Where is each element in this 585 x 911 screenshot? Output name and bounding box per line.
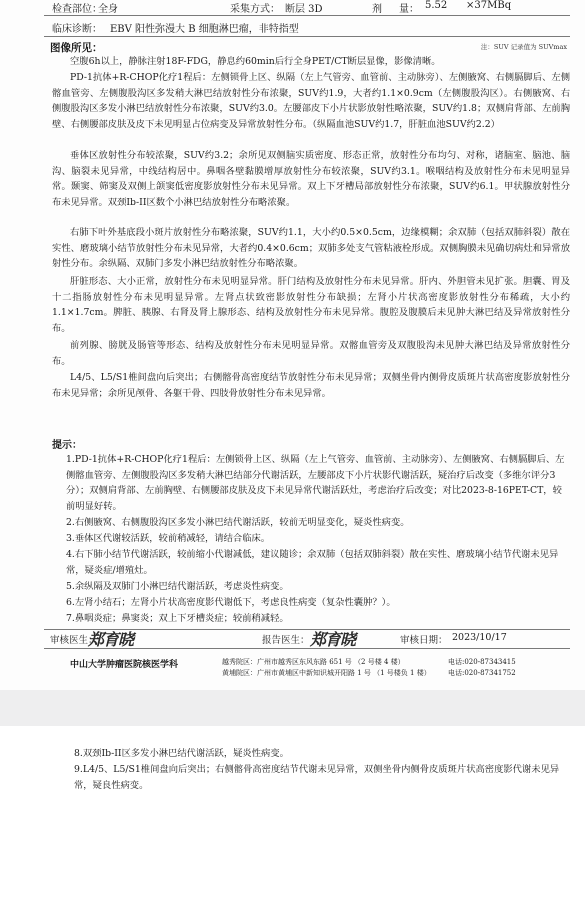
- tip-item: 4.右下肺小结节代谢活跃，较前缩小代谢减低，建议随诊；余双肺（包括双肺斜裂）散在实性、磨玻璃小结节代谢未见异常，疑炎症/增殖灶。: [66, 549, 559, 576]
- review-date: 2023/10/17: [452, 632, 507, 643]
- findings-paragraph: 前列腺、膀胱及肠管等形态、结构及放射性分布未见明显异常。双髂血管旁及双腹股沟未见肿大淋巴结及异常放射性分布。: [52, 340, 570, 367]
- reporter-label: 报告医生：: [262, 635, 310, 646]
- diagnosis-divider: [44, 36, 570, 37]
- phone-huangpu: 电话:020-87341752: [448, 669, 516, 677]
- diagnosis-value: EBV 阳性弥漫大 B 细胞淋巴瘤，非特指型: [110, 24, 299, 35]
- findings-paragraph: 肝脏形态、大小正常，放射性分布未见明显异常。肝门结构及放射性分布未见异常。肝内、外胆管未见扩张。胆囊、胃及十二指肠放射性分布未见明显异常。左肾点状致密影放射性分布缺损；左肾小片状高密度影放射性分布稀疏，大小约1.1×1.7cm。脾脏、胰腺、右肾及肾上腺形态、结构及放射性分布未见异常。腹腔及腹膜后未见肿大淋巴结及异常放射性分布。: [52, 276, 570, 334]
- address-yuexiu: 越秀院区：广州市越秀区东风东路 651 号 （2 号楼 4 楼）: [222, 658, 405, 666]
- tip-item: 8.双颈Ib-II区多发小淋巴结代谢活跃，疑炎性病变。: [74, 748, 289, 759]
- findings-title: 图像所见：: [50, 42, 103, 54]
- exam-site-value: 全身: [98, 4, 118, 15]
- tip-item: 1.PD-1抗体+R-CHOP化疗1程后：左侧锁骨上区、纵隔（左上气管旁、血管前、主动脉旁）、左侧腋窝、右侧膈脚后、左侧髂血管旁、左侧腹股沟区多发稍大淋巴结部分代谢活跃，左腰部皮下小片状影代谢活跃，疑治疗后改变（多维尔评分3分）；双侧肩背部、左前胸壁、右侧腰部皮肤及皮下未见异常代谢活跃灶，考虑治疗后改变；对比2023-8-16PET-CT，较前明显好转。: [66, 454, 565, 512]
- page-gap: [0, 690, 585, 726]
- diagnosis-label: 临床诊断：: [52, 24, 102, 35]
- reviewer-label: 审核医生：: [50, 635, 98, 646]
- tip-item: 5.余纵隔及双肺门小淋巴结代谢活跃，考虑炎性病变。: [66, 581, 289, 592]
- tip-item: 7.鼻咽炎症；鼻窦炎；双上下牙槽炎症；较前稍减轻。: [66, 613, 289, 624]
- footer-divider: [44, 648, 570, 649]
- address-huangpu: 黄埔院区：广州市黄埔区中新知识城开阳路 1 号 （1 号楼负 1 楼）: [222, 669, 431, 677]
- findings-paragraph: 右肺下叶外基底段小斑片放射性分布略浓聚，SUV约1.1，大小约0.5×0.5cm，边缘模糊；余双肺（包括双肺斜裂）散在实性、磨玻璃小结节放射性分布未见异常，大者约0.4×0.6cm；双肺多处支气管粘液栓形成。双侧胸膜未见确切病灶和异常放射性分布。余纵隔、双肺门多发小淋巴结放射性分布略浓聚。: [52, 227, 570, 269]
- header-divider: [44, 15, 570, 16]
- tip-item: 6.左肾小结石；左肾小片状高密度影代谢低下，考虑良性病变（复杂性囊肿？）。: [66, 597, 396, 608]
- tip-item: 2.右侧腋窝、右侧腹股沟区多发小淋巴结代谢活跃，较前无明显变化，疑炎性病变。: [66, 517, 410, 528]
- tips-title: 提示：: [52, 440, 82, 451]
- method-value: 断层 3D: [285, 4, 323, 15]
- dose-label: 剂: [372, 4, 382, 15]
- findings-paragraph: 空腹6h以上，静脉注射18F-FDG，静息约60min后行全身PET/CT断层显像，影像清晰。: [70, 56, 441, 67]
- findings-paragraph: 垂体区放射性分布较浓聚，SUV约3.2；余所见双侧脑实质密度、形态正常，放射性分布均匀、对称，诸脑室、脑池、脑沟、脑裂未见异常，中线结构居中。鼻咽各壁黏膜增厚放射性分布较浓聚，SUV约3.1。喉咽结构及放射性分布未见明显异常。颞窦、筛窦及双侧上颌窦低密度影放射性分布未见异常。双上下牙槽局部放射性分布浓聚，SUV约6.1。甲状腺放射性分布未见异常。双颈Ib-II区数个小淋巴结放射性分布略浓聚。: [52, 150, 570, 208]
- dose-value: 5.52: [425, 0, 448, 11]
- tip-item: 3.垂体区代谢较活跃，较前稍减轻，请结合临床。: [66, 533, 271, 544]
- method-label: 采集方式：: [230, 4, 280, 15]
- dose-unit: ×37MBq: [466, 0, 512, 11]
- exam-site-label: 检查部位：: [52, 4, 102, 15]
- phone-yuexiu: 电话:020-87343415: [448, 658, 516, 666]
- findings-paragraph: PD-1抗体+R-CHOP化疗1程后：左侧锁骨上区、纵隔（左上气管旁、血管前、主动脉旁）、左侧腋窝、右侧膈脚后、左侧髂血管旁、左侧腹股沟区多发稍大淋巴结放射性分布浓聚，SUV约1.9，大者约1.1×0.9cm（左侧腹股沟区）。右侧腋窝、右侧腹股沟区多发小淋巴结放射性分布浓聚，SUV约3.0。左腰部皮下小片状影放射性略浓聚，SUV约1.8；双侧肩背部、左前胸壁、右侧腰部皮肤及皮下未见明显占位病变及异常放射性分布。（纵隔血池SUV约1.7，肝脏血池SUV约2.2）: [52, 72, 570, 130]
- hospital-name: 中山大学肿瘤医院核医学科: [70, 660, 179, 670]
- report-page-2: [0, 726, 585, 911]
- findings-paragraph: L4/5、L5/S1椎间盘向后突出；右侧髂骨高密度结节放射性分布未见异常；双侧坐骨内侧骨皮质斑片状高密度影放射性分布未见异常；余所见颅骨、各躯干骨、四肢骨放射性分布未见异常。: [52, 372, 570, 399]
- reviewer-signature: 郑育晓: [88, 630, 134, 649]
- suv-note: 注：SUV 记录值为 SUVmax: [480, 43, 567, 51]
- dose-amount-label: 量：: [399, 4, 419, 15]
- reporter-signature: 郑育晓: [310, 630, 356, 649]
- tip-item: 9.L4/5、L5/S1椎间盘向后突出；右侧髂骨高密度结节代谢未见异常，双侧坐骨内侧骨皮质斑片状高密度影代谢未见异常，疑良性病变。: [74, 764, 560, 791]
- review-date-label: 审核日期：: [400, 635, 448, 646]
